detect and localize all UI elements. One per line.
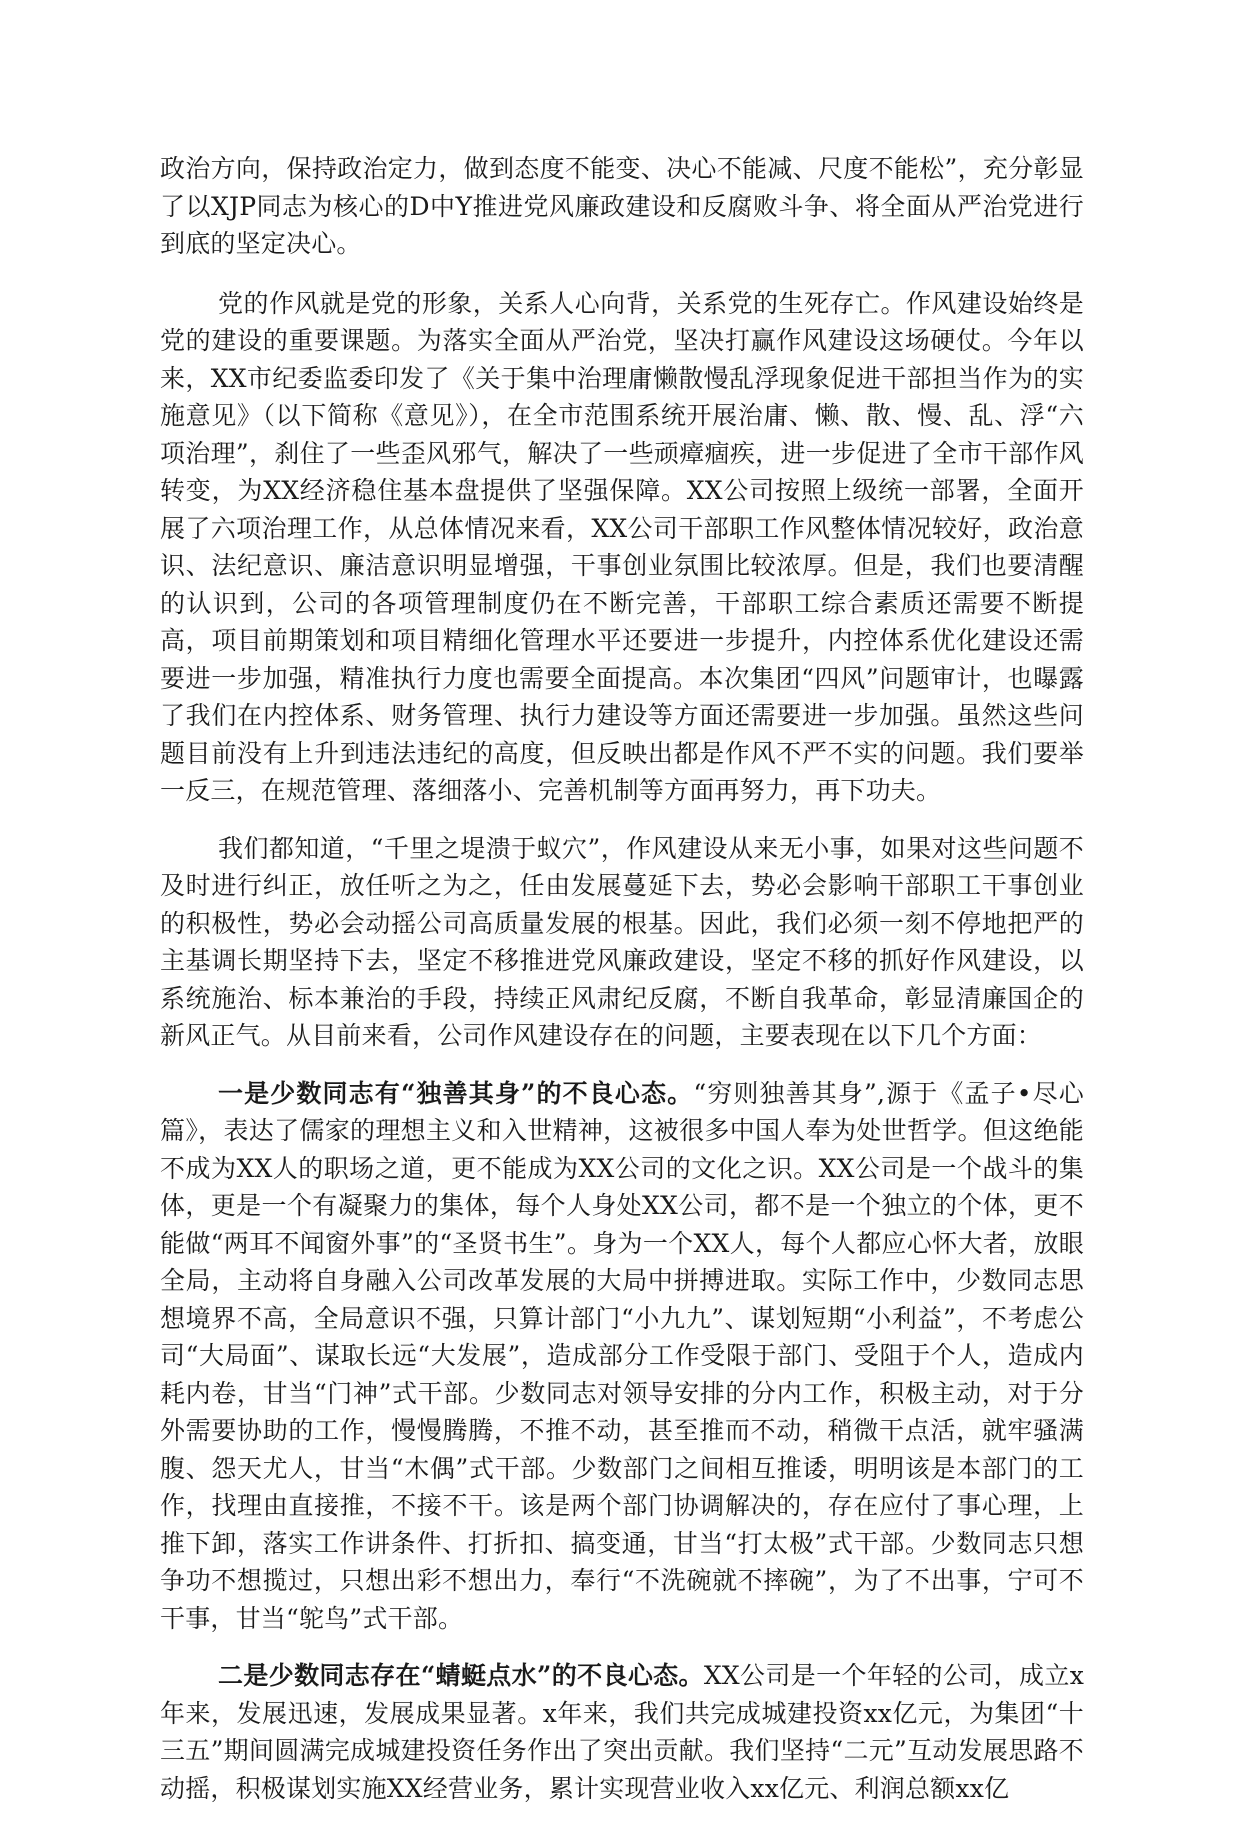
paragraph-4-text: “穷则独善其身”,源于《孟子•尽心篇》，表达了儒家的理想主义和入世精神，这被很多中国人奉为处世哲学。但这绝能不成为XX人的职场之道，更不能成为XX公司的文化之识。XX公司是一个战斗的集体，更是一个有凝聚力的集体，每个人身处XX公司，都不是一个独立的个体，更不能做“两耳不闻窗外事”的“圣贤书生”。身为一个XX人，每个人都应心怀大者，放眼全局，主动将自身融入公司改革发展的大局中拼搏进取。实际工作中，少数同志思想境界不高，全局意识不强，只算计部门“小九九”、谋划短期“小利益”，不考虑公司“大局面”、谋取长远“大发展”，造成部分工作受限于部门、受阻于个人，造成内耗内卷，甘当“门神”式干部。少数同志对领导安排的分内工作，积极主动，对于分外需要协助的工作，慢慢腾腾，不推不动，甚至推而不动，稍微干点活，就牢骚满腹、怨天尤人，甘当“木偶”式干部。少数部门之间相互推诿，明明该是本部门的工作，找理由直接推，不接不干。该是两个部门协调解决的，存在应付了事心理，上推下卸，落实工作讲条件、打折扣、搞变通，甘当“打太极”式干部。少数同志只想争功不想揽过，只想出彩不想出力，奉行“不洗碗就不摔碗”，为了不出事，宁可不干事，甘当“鸵鸟”式干部。 [160,1078,1085,1633]
document-page [160,150,1084,1827]
paragraph-2-text: 党的作风就是党的形象，关系人心向背，关系党的生死存亡。作风建设始终是党的建设的重要课题。为落实全面从严治党，坚决打赢作风建设这场硬仗。今年以来，XX市纪委监委印发了《关于集中治理庸懒散慢乱浮现象促进干部担当作为的实施意见》（以下简称《意见》），在全市范围系统开展治庸、懒、散、慢、乱、浮“六项治理”，刹住了一些歪风邪气，解决了一些顽瘴痼疾，进一步促进了全市干部作风转变，为XX经济稳住基本盘提供了坚强保障。XX公司按照上级统一部署，全面开展了六项治理工作，从总体情况来看，XX公司干部职工作风整体情况较好，政治意识、法纪意识、廉洁意识明显增强，干事创业氛围比较浓厚。但是，我们也要清醒的认识到，公司的各项管理制度仍在不断完善，干部职工综合素质还需要不断提高，项目前期策划和项目精细化管理水平还要进一步提升，内控体系优化建设还需要进一步加强，精准执行力度也需要全面提高。本次集团“四风”问题审计，也曝露了我们在内控体系、财务管理、执行力建设等方面还需要进一步加强。虽然这些问题目前没有上升到违法违纪的高度，但反映出都是作风不严不实的问题。我们要举一反三，在规范管理、落细落小、完善机制等方面再努力，再下功夫。 [160,288,1084,805]
paragraph-3 [160,830,1084,1055]
paragraph-2 [160,285,1084,810]
paragraph-4-lead: 一是少数同志有“独善其身”的不良心态。 [218,1078,694,1108]
paragraph-5 [160,1657,1084,1807]
paragraph-5-text: XX公司是一个年轻的公司，成立x年来，发展迅速，发展成果显著。x年来，我们共完成城建投资xx亿元，为集团“十三五”期间圆满完成城建投资任务作出了突出贡献。我们坚持“二元”互动发展思路不动摇，积极谋划实施XX经营业务，累计实现营业收入xx亿元、利润总额xx亿 [160,1661,1084,1803]
paragraph-1 [160,150,1084,263]
paragraph-1-text: 政治方向，保持政治定力，做到态度不能变、决心不能减、尺度不能松”，充分彰显了以XJP同志为核心的D中Y推进党风廉政建设和反腐败斗争、将全面从严治党进行到底的坚定决心。 [160,154,1084,258]
paragraph-4 [160,1075,1084,1638]
paragraph-5-lead: 二是少数同志存在“蜻蜓点水”的不良心态。 [218,1661,704,1690]
paragraph-3-text: 我们都知道，“千里之堤溃于蚁穴”，作风建设从来无小事，如果对这些问题不及时进行纠正，放任听之为之，任由发展蔓延下去，势必会影响干部职工干事创业的积极性，势必会动摇公司高质量发展的根基。因此，我们必须一刻不停地把严的主基调长期坚持下去，坚定不移推进党风廉政建设，坚定不移的抓好作风建设，以系统施治、标本兼治的手段，持续正风肃纪反腐，不断自我革命，彰显清廉国企的新风正气。从目前来看，公司作风建设存在的问题，主要表现在以下几个方面： [160,833,1084,1050]
